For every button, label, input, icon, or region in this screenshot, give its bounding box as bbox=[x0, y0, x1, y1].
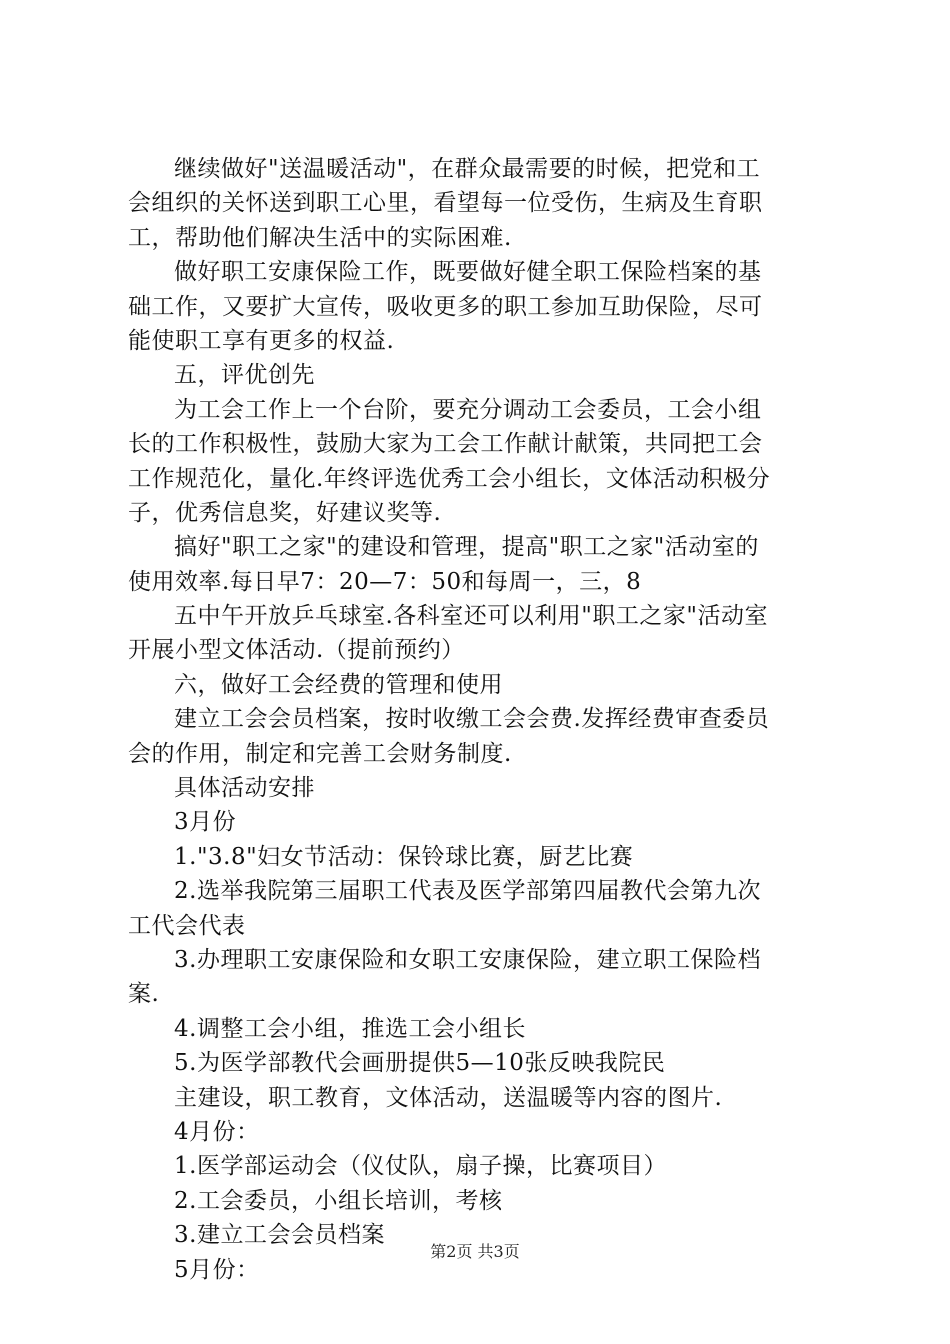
text-line: 继续做好"送温暖活动"，在群众最需要的时候，把党和工 bbox=[174, 156, 761, 182]
text-line: 1."3.8"妇女节活动：保铃球比赛，厨艺比赛 bbox=[174, 843, 634, 870]
text-line: 六，做好工会经费的管理和使用 bbox=[174, 671, 503, 698]
text-line: 搞好"职工之家"的建设和管理，提高"职工之家"活动室的 bbox=[174, 534, 759, 561]
text-line: 工代会代表 bbox=[128, 912, 246, 939]
text-line: 会的作用，制定和完善工会财务制度. bbox=[128, 740, 512, 767]
text-line: 3.办理职工安康保险和女职工安康保险，建立职工保险档 bbox=[174, 946, 761, 973]
text-line: 为工会工作上一个台阶，要充分调动工会委员，工会小组 bbox=[174, 396, 762, 423]
text-line: 长的工作积极性，鼓励大家为工会工作献计献策，共同把工会 bbox=[128, 431, 763, 458]
text-line: 4.调整工会小组，推选工会小组长 bbox=[174, 1015, 526, 1042]
text-line: 1.医学部运动会（仪仗队，扇子操，比赛项目） bbox=[174, 1153, 667, 1180]
text-line: 具体活动安排 bbox=[174, 775, 315, 802]
text-line: 主建设，职工教育，文体活动，送温暖等内容的图片. bbox=[174, 1084, 723, 1111]
text-line: 础工作，又要扩大宣传，吸收更多的职工参加互助保险，尽可 bbox=[128, 293, 763, 320]
text-line: 3.建立工会会员档案 bbox=[174, 1222, 385, 1249]
text-line: 能使职工享有更多的权益. bbox=[128, 327, 395, 354]
text-line: 案. bbox=[128, 981, 160, 1008]
text-line: 做好职工安康保险工作，既要做好健全职工保险档案的基 bbox=[174, 259, 762, 286]
text-line: 2.工会委员，小组长培训，考核 bbox=[174, 1187, 503, 1214]
text-line: 会组织的关怀送到职工心里，看望每一位受伤，生病及生育职 bbox=[128, 190, 763, 217]
text-line: 子，优秀信息奖，好建议奖等. bbox=[128, 499, 442, 526]
document-body bbox=[128, 152, 832, 1287]
text-line: 使用效率.每日早7：20—7：50和每周一，三，8 bbox=[128, 568, 642, 595]
text-line: 五，评优创先 bbox=[174, 362, 315, 389]
page-footer: 第2页 共3页 bbox=[430, 1242, 520, 1261]
text-line: 开展小型文体活动.（提前预约） bbox=[128, 637, 465, 664]
text-line: 建立工会会员档案，按时收缴工会会费.发挥经费审查委员 bbox=[174, 706, 770, 733]
text-line: 2.选举我院第三届职工代表及医学部第四届教代会第九次 bbox=[174, 878, 761, 905]
text-line: 5月份： bbox=[174, 1256, 260, 1283]
text-line: 5.为医学部教代会画册提供5—10张反映我院民 bbox=[174, 1050, 666, 1077]
text-line: 工作规范化，量化.年终评选优秀工会小组长，文体活动积极分 bbox=[128, 465, 771, 492]
text-line: 3月份 bbox=[174, 809, 237, 836]
text-line: 4月份： bbox=[174, 1118, 260, 1145]
text-line: 五中午开放乒乓球室.各科室还可以利用"职工之家"活动室 bbox=[174, 603, 768, 630]
text-line: 工，帮助他们解决生活中的实际困难. bbox=[128, 224, 512, 251]
